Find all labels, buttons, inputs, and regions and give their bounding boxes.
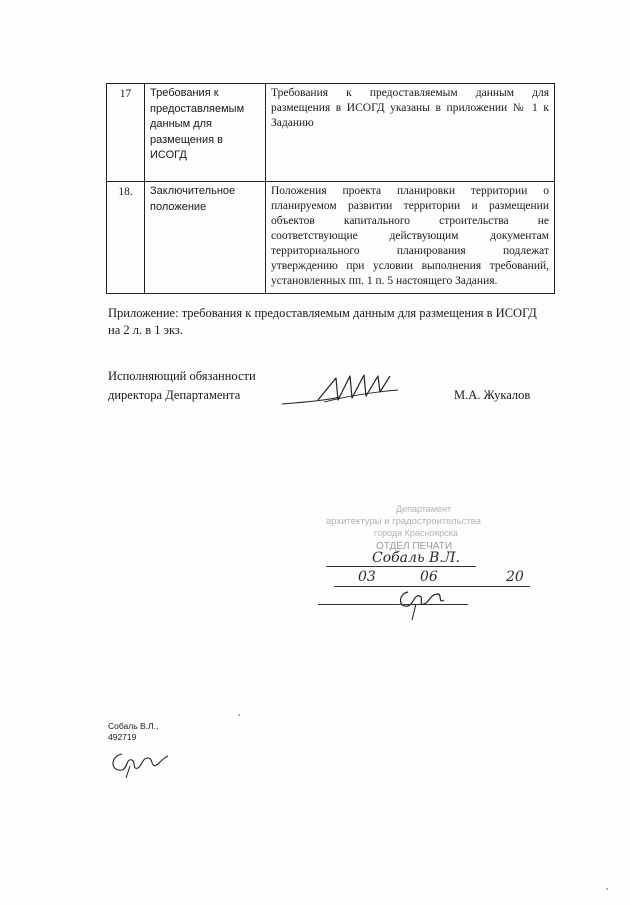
- scan-speck: [606, 888, 608, 890]
- signer-role-line2: директора Департамента: [108, 388, 241, 402]
- row-title: Требования к предоставляемым данным для размещения в ИСОГД: [145, 84, 266, 182]
- row-description: Требования к предоставляемым данным для размещения в ИСОГД указаны в приложении № 1 к Заданию: [266, 84, 555, 182]
- stamp-signature: [394, 584, 448, 622]
- requirements-table: [106, 83, 555, 294]
- scan-speck: [238, 714, 240, 716]
- appendix-note: Приложение: требования к предоставляемым данным для размещения в ИСОГД на 2 л. в 1 экз.: [108, 306, 537, 337]
- stamp-org-line: Департамент: [396, 504, 452, 514]
- director-signature: [278, 370, 408, 416]
- stamp-executor-handwriting: Собаль В.Л.: [372, 550, 460, 566]
- signer-role-line1: Исполняющий обязанности: [108, 369, 256, 383]
- row-title: Заключительное положение: [145, 182, 266, 294]
- row-description: Положения проекта планировки территории о планируемом развитии территории и размещении объектов капитального строительства не соответствующие действующим документам территориального планирования подлежат утверждению при условии выполнения требований, установленных пп. 1 п. 5 настоящего Задания.: [266, 182, 555, 294]
- signer-name: М.А. Жукалов: [454, 388, 531, 402]
- stamp-date-year: 20: [506, 569, 524, 585]
- table-row: [107, 84, 555, 182]
- stamp-date-day: 03: [358, 569, 376, 585]
- row-number: 18.: [107, 182, 145, 294]
- stamp-org-line: города Красноярска: [374, 528, 458, 538]
- executor-phone: 492719: [108, 732, 137, 742]
- executor-signature: [108, 748, 172, 778]
- stamp-line: [326, 566, 476, 567]
- row-number: 17: [107, 84, 145, 182]
- executor-name: Собаль В.Л.,: [108, 721, 159, 731]
- executor-info: [108, 721, 158, 743]
- table-row: [107, 182, 555, 294]
- approval-stamp: [318, 500, 550, 620]
- stamp-org-line: ОТДЕЛ ПЕЧАТИ: [376, 541, 453, 552]
- stamp-org-line: архитектуры и градостроительства: [326, 516, 481, 527]
- stamp-line: [318, 604, 468, 605]
- stamp-date-month: 06: [420, 569, 438, 585]
